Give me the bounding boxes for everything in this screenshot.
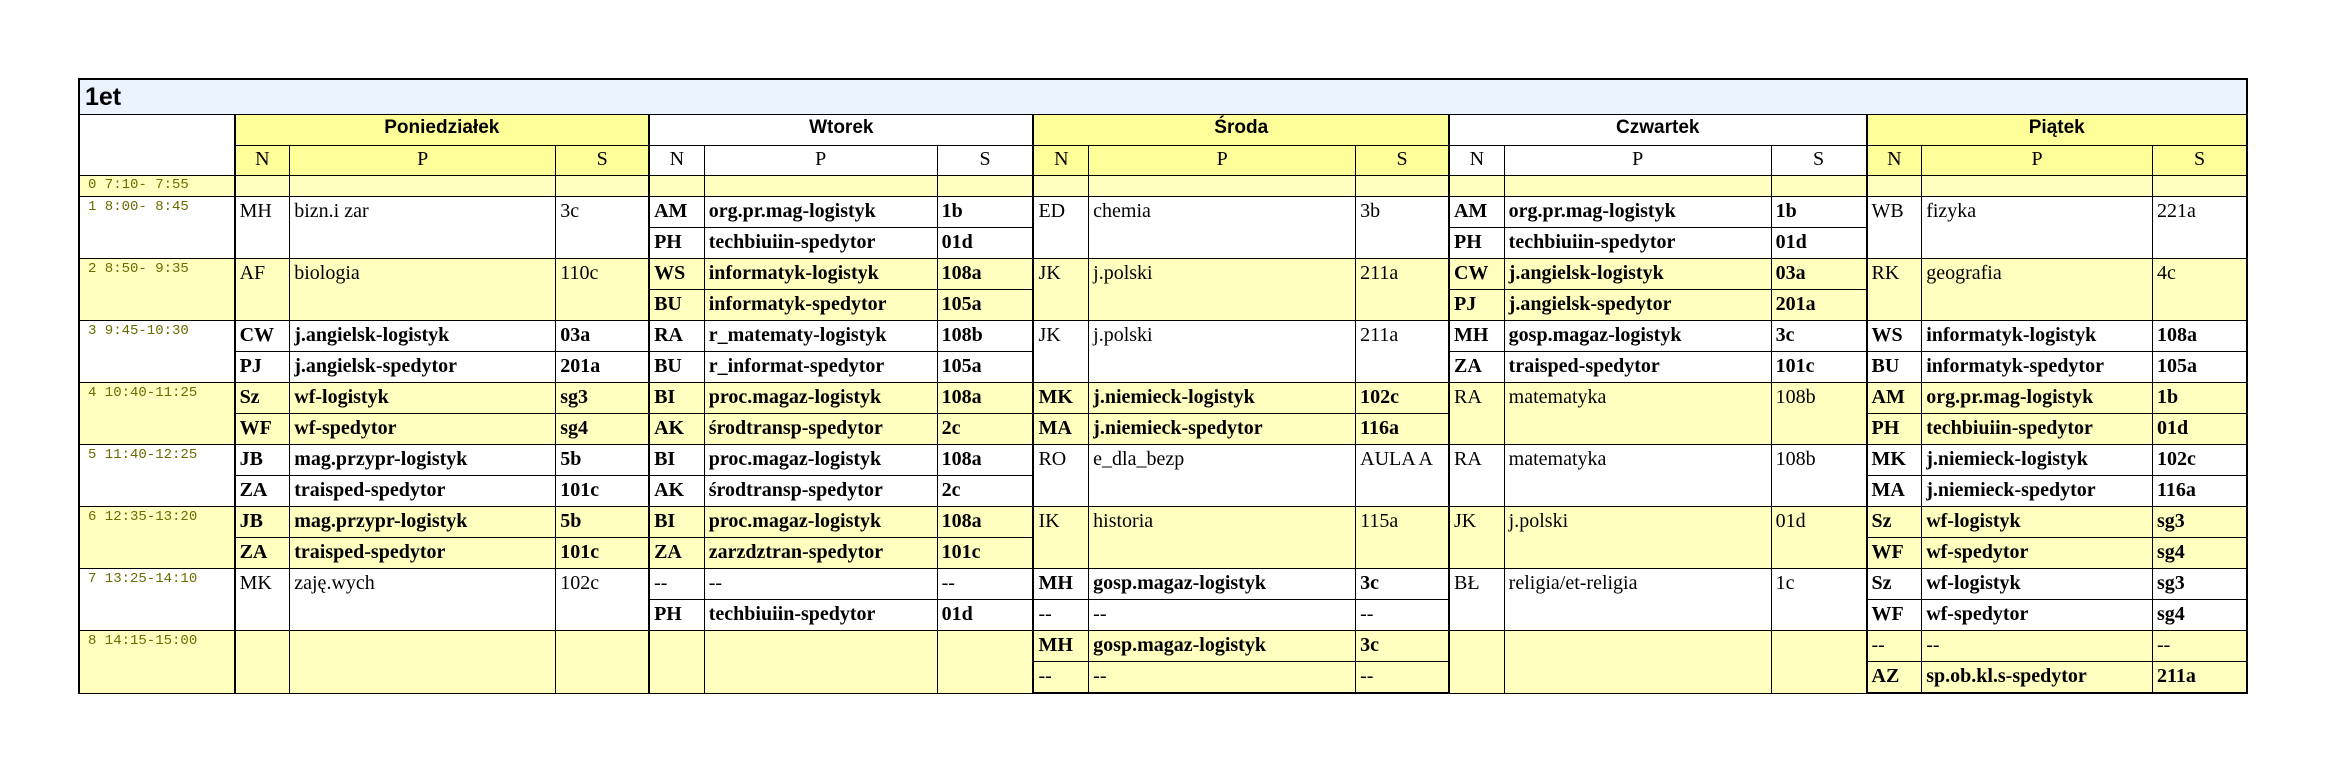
column-header-wed-n: N [1033,145,1088,176]
lesson-teacher: BI [649,445,704,476]
lesson-subject: -- [1089,600,1356,631]
lesson-teacher: MA [1033,414,1088,445]
lesson-teacher: BU [649,290,704,321]
lesson-room [937,176,1033,197]
lesson-teacher: AM [649,197,704,228]
lesson-room: 102c [1356,383,1449,414]
lesson-subject: wf-logistyk [1922,507,2153,538]
lesson-subject: środtransp-spedytor [704,476,937,507]
lesson-teacher: RA [1449,445,1504,507]
column-header-row [79,145,2247,176]
lesson-subject: j.polski [1089,321,1356,383]
timetable-body [79,176,2247,694]
lesson-subject [1504,631,1771,694]
lesson-teacher [649,631,704,694]
lesson-room: 201a [1771,290,1866,321]
lesson-teacher: MK [1033,383,1088,414]
lesson-subject: wf-spedytor [290,414,556,445]
lesson-subject: proc.magaz-logistyk [704,383,937,414]
lesson-subject: gosp.magaz-logistyk [1089,569,1356,600]
period-row [79,197,2247,228]
lesson-subject: religia/et-religia [1504,569,1771,631]
lesson-subject [704,631,937,694]
lesson-teacher: JB [235,445,290,476]
lesson-teacher: PJ [1449,290,1504,321]
lesson-room: 101c [556,476,649,507]
lesson-room: 2c [937,476,1033,507]
lesson-subject: traisped-spedytor [290,538,556,569]
lesson-room: 211a [1356,259,1449,321]
day-header-wed: Środa [1033,115,1449,146]
lesson-subject [290,176,556,197]
lesson-teacher: RK [1867,259,1922,321]
lesson-teacher: WF [1867,538,1922,569]
lesson-subject: j.niemieck-spedytor [1922,476,2153,507]
lesson-room: 101c [937,538,1033,569]
lesson-subject: informatyk-spedytor [1922,352,2153,383]
lesson-teacher: JK [1033,259,1088,321]
lesson-room: 3c [1771,321,1866,352]
lesson-subject: j.angielsk-logistyk [1504,259,1771,290]
lesson-subject: środtransp-spedytor [704,414,937,445]
period-row [79,445,2247,476]
lesson-subject: e_dla_bezp [1089,445,1356,507]
period-row [79,383,2247,414]
lesson-teacher: MH [1033,631,1088,662]
lesson-room: -- [2153,631,2247,662]
lesson-room: 01d [2153,414,2247,445]
lesson-subject: matematyka [1504,445,1771,507]
lesson-room: 01d [1771,507,1866,569]
lesson-teacher: MH [235,197,290,259]
lesson-room: 221a [2153,197,2247,259]
lesson-teacher: BU [1867,352,1922,383]
corner-cell-lower [79,145,235,176]
lesson-room: 01d [937,600,1033,631]
lesson-teacher [1449,176,1504,197]
period-time: 5 11:40-12:25 [79,445,235,507]
lesson-teacher: MH [1449,321,1504,352]
lesson-teacher: MK [235,569,290,631]
lesson-subject: wf-logistyk [290,383,556,414]
period-time: 8 14:15-15:00 [79,631,235,694]
lesson-subject: org.pr.mag-logistyk [1504,197,1771,228]
lesson-room: 2c [937,414,1033,445]
lesson-room: 101c [556,538,649,569]
lesson-room: 211a [1356,321,1449,383]
lesson-subject [290,631,556,694]
lesson-subject: matematyka [1504,383,1771,445]
lesson-teacher: PH [649,228,704,259]
lesson-teacher: ZA [235,538,290,569]
lesson-subject: org.pr.mag-logistyk [704,197,937,228]
lesson-room: sg4 [2153,600,2247,631]
lesson-room: 108a [937,383,1033,414]
lesson-room: 108b [937,321,1033,352]
lesson-teacher: PH [649,600,704,631]
lesson-subject: informatyk-logistyk [1922,321,2153,352]
day-header-thu: Czwartek [1449,115,1867,146]
lesson-teacher [1033,176,1088,197]
timetable [78,114,2248,694]
lesson-room: 03a [556,321,649,352]
lesson-subject: j.angielsk-spedytor [1504,290,1771,321]
lesson-room: 1b [1771,197,1866,228]
lesson-teacher: BU [649,352,704,383]
lesson-room: sg4 [2153,538,2247,569]
lesson-subject: fizyka [1922,197,2153,259]
lesson-room: 3c [1356,631,1449,662]
lesson-teacher: WS [649,259,704,290]
lesson-room: 4c [2153,259,2247,321]
lesson-teacher: AM [1867,383,1922,414]
lesson-teacher: ZA [235,476,290,507]
column-header-mon-n: N [235,145,290,176]
lesson-room: 211a [2153,662,2247,694]
lesson-room: 108a [937,445,1033,476]
lesson-teacher: RA [649,321,704,352]
lesson-teacher: WF [1867,600,1922,631]
lesson-room: 1c [1771,569,1866,631]
lesson-subject: biologia [290,259,556,321]
lesson-subject: j.niemieck-logistyk [1089,383,1356,414]
lesson-teacher [235,631,290,694]
lesson-subject: traisped-spedytor [1504,352,1771,383]
lesson-subject: proc.magaz-logistyk [704,445,937,476]
lesson-teacher: RO [1033,445,1088,507]
lesson-subject: techbiuiin-spedytor [1922,414,2153,445]
period-time: 3 9:45-10:30 [79,321,235,383]
lesson-subject: j.niemieck-spedytor [1089,414,1356,445]
period-time: 1 8:00- 8:45 [79,197,235,259]
period-time: 4 10:40-11:25 [79,383,235,445]
lesson-teacher: IK [1033,507,1088,569]
column-header-wed-s: S [1356,145,1449,176]
column-header-tue-p: P [704,145,937,176]
column-header-tue-n: N [649,145,704,176]
timetable-wrapper [78,78,2248,694]
lesson-teacher: -- [649,569,704,600]
lesson-teacher [1867,176,1922,197]
lesson-subject: -- [1922,631,2153,662]
lesson-teacher: BI [649,507,704,538]
column-header-fri-p: P [1922,145,2153,176]
lesson-room: 1b [937,197,1033,228]
lesson-room [1356,176,1449,197]
lesson-subject: mag.przypr-logistyk [290,445,556,476]
lesson-room: 116a [1356,414,1449,445]
lesson-subject: j.polski [1089,259,1356,321]
lesson-room: 105a [2153,352,2247,383]
day-header-fri: Piątek [1867,115,2248,146]
lesson-room: -- [1356,600,1449,631]
period-row [79,321,2247,352]
period-row [79,259,2247,290]
lesson-room: 1b [2153,383,2247,414]
lesson-subject: bizn.i zar [290,197,556,259]
lesson-room: -- [1356,662,1449,694]
lesson-teacher: JK [1449,507,1504,569]
lesson-teacher [649,176,704,197]
lesson-subject: wf-spedytor [1922,538,2153,569]
lesson-subject: chemia [1089,197,1356,259]
lesson-subject: geografia [1922,259,2153,321]
lesson-room: -- [937,569,1033,600]
lesson-subject: proc.magaz-logistyk [704,507,937,538]
column-header-tue-s: S [937,145,1033,176]
lesson-room: sg4 [556,414,649,445]
lesson-teacher: WB [1867,197,1922,259]
column-header-fri-s: S [2153,145,2247,176]
period-time: 0 7:10- 7:55 [79,176,235,197]
lesson-room: 110c [556,259,649,321]
lesson-subject: historia [1089,507,1356,569]
lesson-room [937,631,1033,694]
lesson-teacher: AK [649,476,704,507]
lesson-teacher: MK [1867,445,1922,476]
lesson-room [556,631,649,694]
lesson-subject: sp.ob.kl.s-spedytor [1922,662,2153,694]
lesson-teacher: ZA [649,538,704,569]
period-time: 7 13:25-14:10 [79,569,235,631]
lesson-teacher: AF [235,259,290,321]
lesson-teacher: BŁ [1449,569,1504,631]
period-time: 6 12:35-13:20 [79,507,235,569]
column-header-wed-p: P [1089,145,1356,176]
lesson-teacher: -- [1033,662,1088,694]
lesson-teacher: Sz [1867,507,1922,538]
lesson-teacher: AK [649,414,704,445]
lesson-teacher: CW [1449,259,1504,290]
lesson-teacher: MA [1867,476,1922,507]
period-row [79,631,2247,662]
lesson-subject: techbiuiin-spedytor [704,600,937,631]
lesson-subject: -- [704,569,937,600]
period-row [79,414,2247,445]
lesson-teacher: -- [1033,600,1088,631]
lesson-teacher: WF [235,414,290,445]
lesson-subject: j.angielsk-logistyk [290,321,556,352]
period-row [79,569,2247,600]
lesson-teacher: ED [1033,197,1088,259]
lesson-room: sg3 [556,383,649,414]
day-header-mon: Poniedziałek [235,115,650,146]
period-time: 2 8:50- 9:35 [79,259,235,321]
lesson-room: 105a [937,290,1033,321]
lesson-subject [704,176,937,197]
lesson-teacher: Sz [235,383,290,414]
column-header-fri-n: N [1867,145,1922,176]
lesson-room: 102c [556,569,649,631]
day-header-tue: Wtorek [649,115,1033,146]
lesson-teacher: RA [1449,383,1504,445]
lesson-subject: zaję.wych [290,569,556,631]
lesson-subject: wf-logistyk [1922,569,2153,600]
lesson-room: 5b [556,445,649,476]
lesson-subject: mag.przypr-logistyk [290,507,556,538]
lesson-teacher: AM [1449,197,1504,228]
lesson-teacher [1449,631,1504,694]
lesson-room: 3c [556,197,649,259]
column-header-mon-s: S [556,145,649,176]
lesson-subject: informatyk-logistyk [704,259,937,290]
lesson-room: 201a [556,352,649,383]
lesson-teacher: PJ [235,352,290,383]
lesson-subject: j.angielsk-spedytor [290,352,556,383]
lesson-teacher: ZA [1449,352,1504,383]
period-row [79,176,2247,197]
lesson-room: 108b [1771,445,1866,507]
lesson-subject: org.pr.mag-logistyk [1922,383,2153,414]
lesson-teacher: JB [235,507,290,538]
lesson-teacher: AZ [1867,662,1922,694]
period-row [79,507,2247,538]
lesson-room: 101c [1771,352,1866,383]
lesson-room [2153,176,2247,197]
lesson-room: 108a [937,507,1033,538]
lesson-room: 3b [1356,197,1449,259]
lesson-subject: techbiuiin-spedytor [1504,228,1771,259]
lesson-room: 102c [2153,445,2247,476]
lesson-room: 116a [2153,476,2247,507]
lesson-subject: informatyk-spedytor [704,290,937,321]
lesson-teacher: WS [1867,321,1922,352]
lesson-subject [1504,176,1771,197]
lesson-subject: -- [1089,662,1356,694]
day-header-row [79,115,2247,146]
lesson-teacher: BI [649,383,704,414]
lesson-subject: techbiuiin-spedytor [704,228,937,259]
lesson-teacher: JK [1033,321,1088,383]
lesson-teacher: PH [1867,414,1922,445]
column-header-thu-n: N [1449,145,1504,176]
lesson-subject: wf-spedytor [1922,600,2153,631]
lesson-teacher: MH [1033,569,1088,600]
lesson-room [1771,176,1866,197]
lesson-room: sg3 [2153,507,2247,538]
lesson-subject: zarzdztran-spedytor [704,538,937,569]
lesson-room: 115a [1356,507,1449,569]
lesson-subject [1089,176,1356,197]
lesson-room: 5b [556,507,649,538]
column-header-mon-p: P [290,145,556,176]
lesson-teacher [235,176,290,197]
lesson-room: 03a [1771,259,1866,290]
lesson-room: AULA A [1356,445,1449,507]
lesson-room: 108a [2153,321,2247,352]
lesson-subject: j.niemieck-logistyk [1922,445,2153,476]
column-header-thu-s: S [1771,145,1866,176]
lesson-subject: r_informat-spedytor [704,352,937,383]
column-header-thu-p: P [1504,145,1771,176]
lesson-subject [1922,176,2153,197]
lesson-room: 01d [1771,228,1866,259]
lesson-room [556,176,649,197]
lesson-room: 105a [937,352,1033,383]
lesson-room: 108b [1771,383,1866,445]
class-title: 1et [78,78,2248,114]
lesson-teacher: PH [1449,228,1504,259]
lesson-subject: j.polski [1504,507,1771,569]
lesson-subject: gosp.magaz-logistyk [1504,321,1771,352]
lesson-subject: r_matematy-logistyk [704,321,937,352]
lesson-subject: traisped-spedytor [290,476,556,507]
lesson-teacher: Sz [1867,569,1922,600]
lesson-room: 3c [1356,569,1449,600]
lesson-room [1771,631,1866,694]
lesson-teacher: -- [1867,631,1922,662]
lesson-teacher: CW [235,321,290,352]
lesson-room: 01d [937,228,1033,259]
lesson-room: sg3 [2153,569,2247,600]
corner-cell [79,115,235,146]
lesson-room: 108a [937,259,1033,290]
lesson-subject: gosp.magaz-logistyk [1089,631,1356,662]
